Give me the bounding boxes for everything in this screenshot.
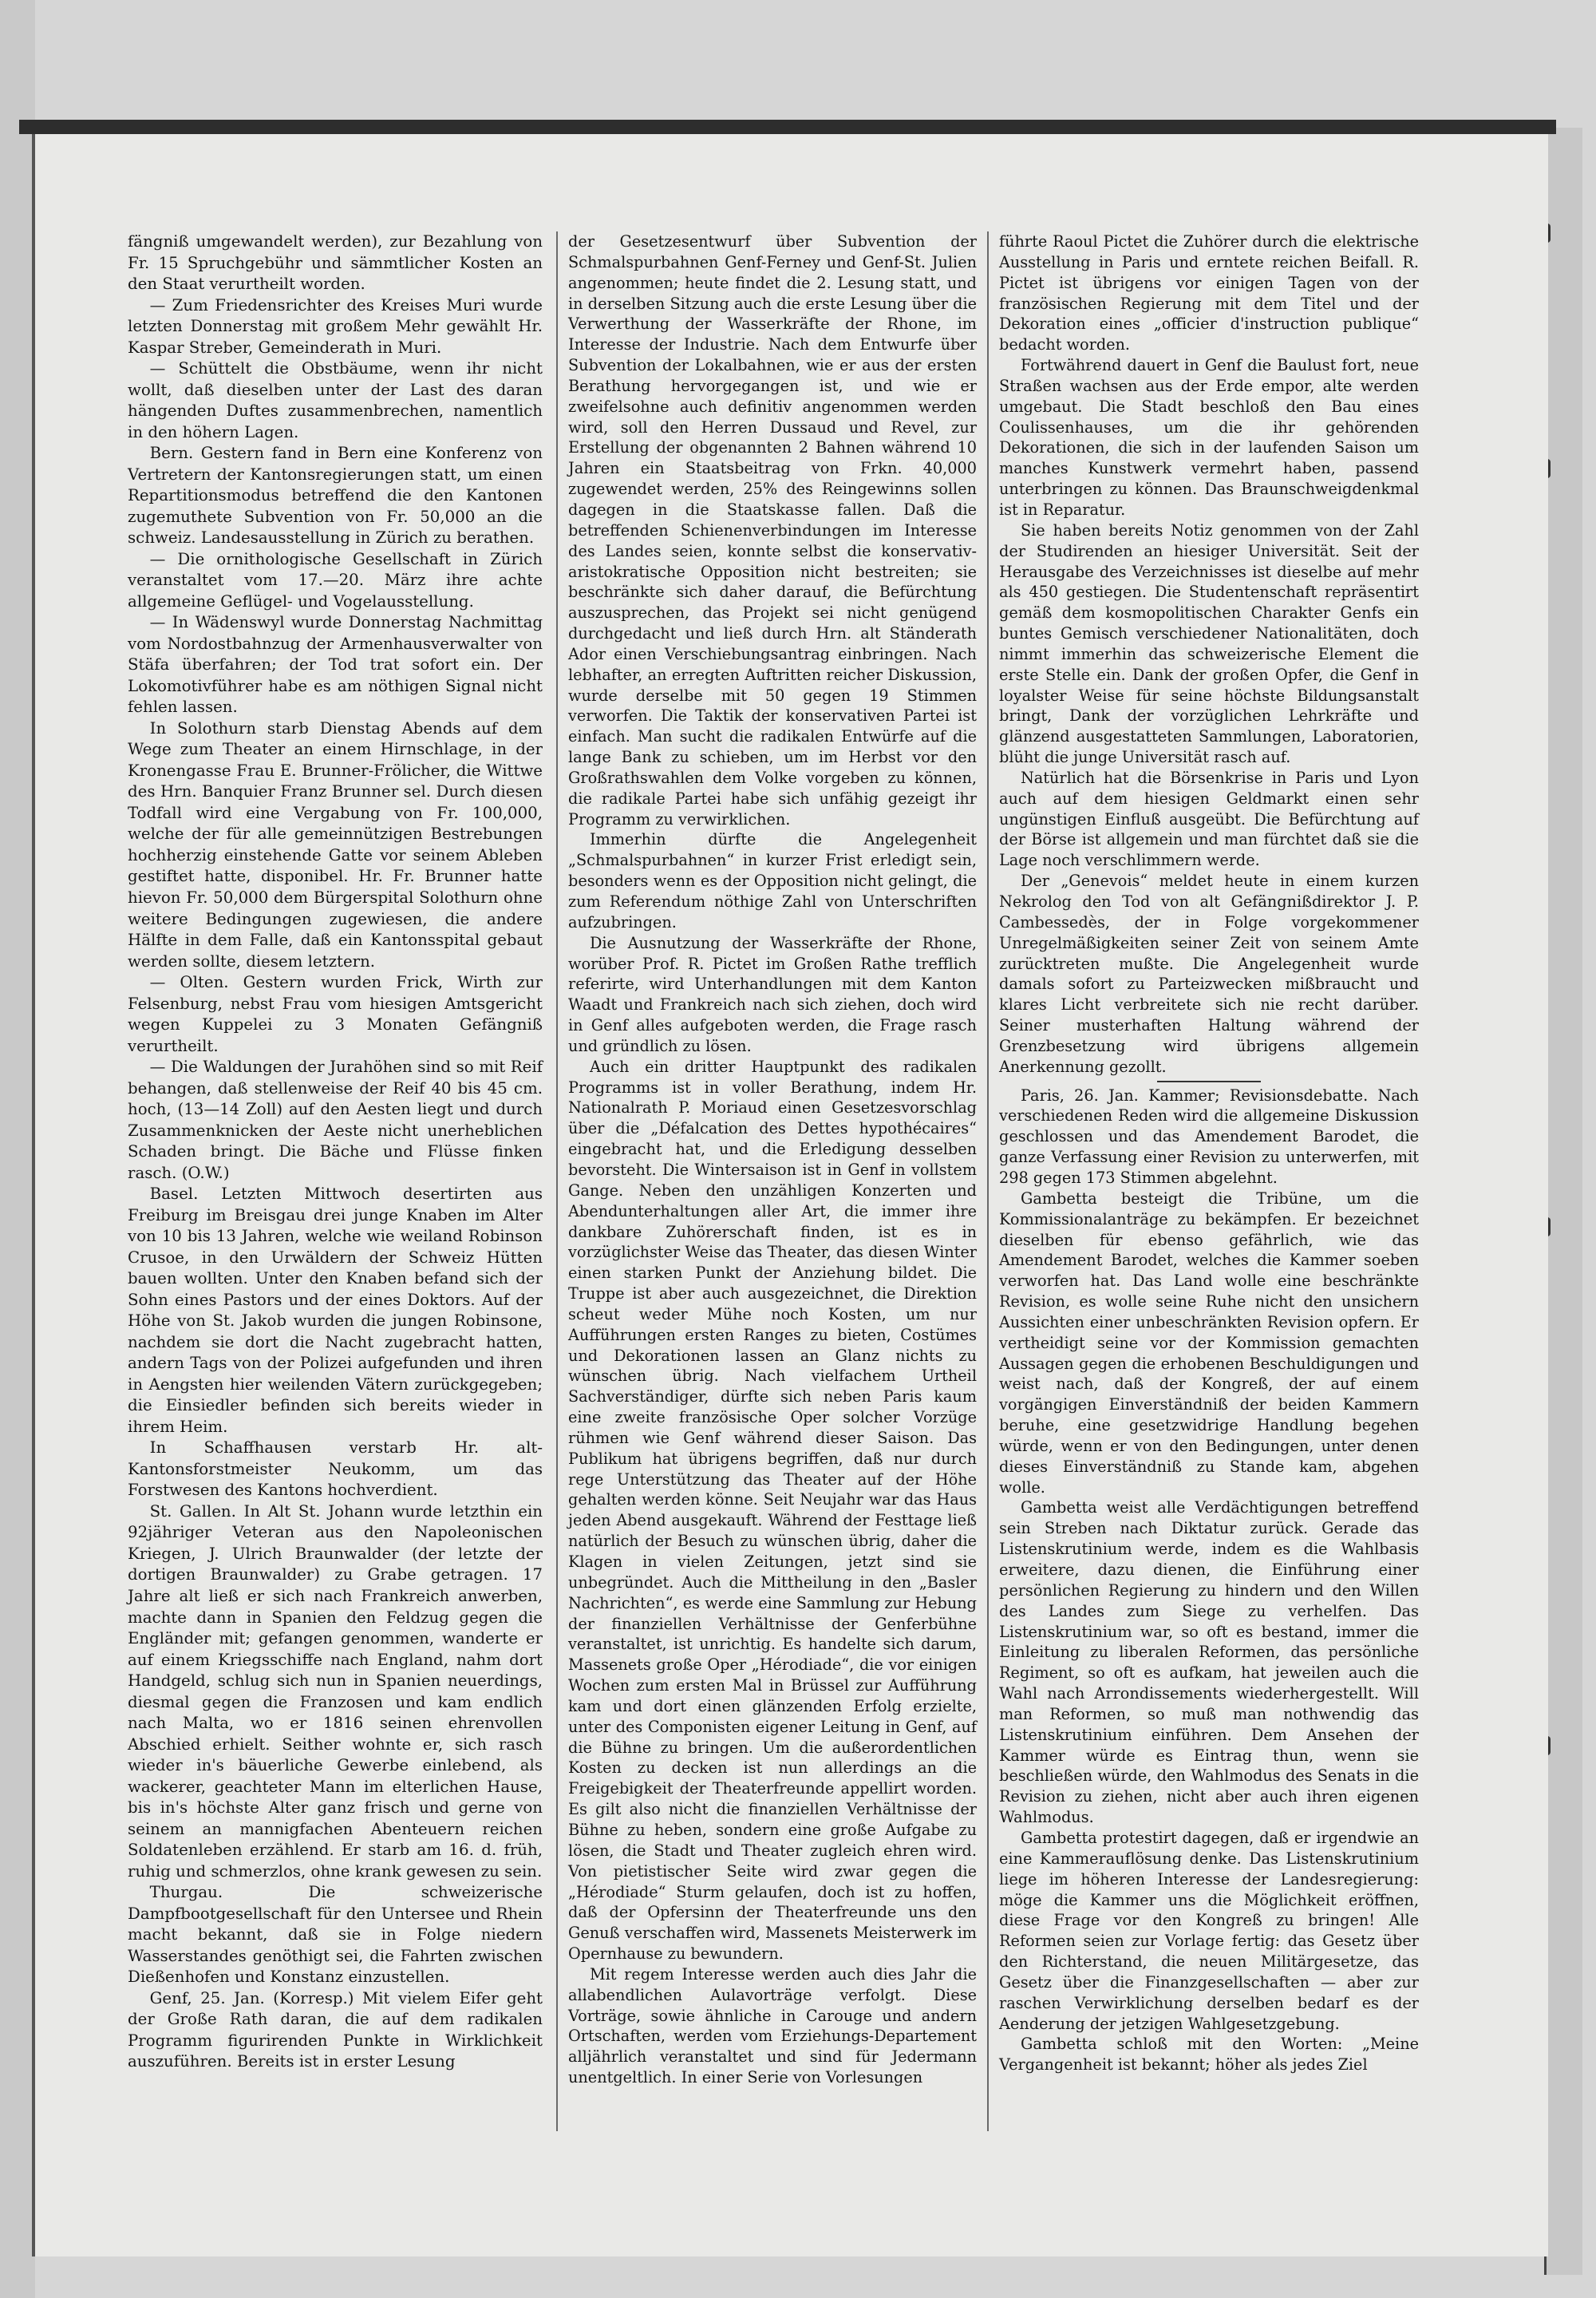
column-2 [568,231,977,2088]
section-divider [1157,1081,1261,1082]
article-paragraph: Basel. Letzten Mittwoch desertirten aus Freiburg im Breisgau drei junge Knaben im Alter von 10 bis 13 Jahren, welche wie weiland Robinson Crusoe, in den Urwäldern der Schweiz Hütten bauen wollten. Unter den Knaben befand sich der Sohn eines Pastors und der eines Doktors. Auf der Höhe von St. Jakob wurden die jungen Robinsone, nachdem sie dort die Nacht zugebracht hatten, andern Tags von der Polizei aufgefunden und ihren in Aengsten hier weilenden Vätern zurückgegeben; die Einsiedler befinden sich bereits wieder in ihrem Heim. [128,1185,543,1436]
scan-border [0,0,35,2298]
article-paragraph: Die Ausnutzung der Wasserkräfte der Rhone, worüber Prof. R. Pictet im Großen Rathe trefflich referirte, wird Unterhandlungen mit dem Kanton Waadt und Frankreich nach sich ziehen, doch wird in Genf alles aufgeboten werden, die Frage rasch und gründlich zu lösen. [568,933,977,1055]
article-paragraph: St. Gallen. In Alt St. Johann wurde letzthin ein 92jähriger Veteran aus den Napoleonischen Kriegen, J. Ulrich Braunwalder (der letzte der dortigen Braunwalder) zu Grabe getragen. 17 Jahre alt ließ er sich nach Frankreich anwerben, machte dann in Spanien den Feldzug gegen die Engländer mit; gefangen genommen, wanderte er auf einem Kriegsschiffe nach England, nahm dort Handgeld, schlug sich nun in Spanien neuerdings, diesmal gegen die Franzosen und kam endlich nach Malta, wo er 1816 seinen ehrenvollen Abschied erhielt. Seither wohnte er, sich rasch wieder in's bäuerliche Gewerbe einlebend, als wackerer, geachteter Mann im elterlichen Hause, bis in's höchste Alter ganz frisch und gerne von seinem an mannigfachen Abenteuern reichen Soldatenleben erzählend. Er starb am 16. d. früh, ruhig und schmerzlos, ohne krank gewesen zu sein. [128,1501,543,1881]
column-rule [556,231,558,2131]
article-paragraph: Thurgau. Die schweizerische Dampfbootgesellschaft für den Untersee und Rhein macht bekannt, daß sie in Folge niedern Wasserstandes genöthigt sei, die Fahrten zwischen Dießenhofen und Konstanz einzustellen. [128,1883,543,1987]
article-paragraph: — Zum Friedensrichter des Kreises Muri wurde letzten Donnerstag mit großem Mehr gewählt Hr. Kaspar Streber, Gemeinderath in Muri. [128,295,543,357]
column-1 [128,231,543,2073]
article-paragraph: In Solothurn starb Dienstag Abends auf dem Wege zum Theater an einem Hirnschlage, in der Kronengasse Frau E. Brunner-Frölicher, die Wittwe des Hrn. Banquier Franz Brunner sel. Durch diesen Todfall wird eine Vergabung von Fr. 100,000, welche der für alle gemeinnützigen Bestrebungen hochherzig einstehende Gatte vor seinem Ableben gestiftet hatte, disponibel. Hr. Fr. Brunner hatte hievon Fr. 50,000 dem Bürgerspital Solothurn ohne weitere Bedingungen zugewiesen, die andere Hälfte in dem Falle, daß ein Kantonsspital gebaut werden sollte, diesem letztern. [128,718,543,971]
column-rule [987,231,989,2131]
article-paragraph: — In Wädenswyl wurde Donnerstag Nachmittag vom Nordostbahnzug der Armenhausverwalter von Stäfa überfahren; der Tod trat sofort ein. Der Lokomotivführer habe es am nöthigen Signal nicht fehlen lassen. [128,613,543,717]
article-paragraph: Sie haben bereits Notiz genommen von der Zahl der Studirenden an hiesiger Universität. Seit der Herausgabe des Verzeichnisses ist dieselbe auf mehr als 450 gestiegen. Die Studentenschaft repräsentirt gemäß dem kosmopolitischen Charakter Genfs ein buntes Gemisch verschiedener Nationalitäten, doch nimmt immerhin das schweizerische Element die erste Stelle ein. Dank der großen Opfer, die Genf in loyalster Weise für seine höchste Bildungsanstalt bringt, Dank der vorzüglichen Lehrkräfte und glänzend ausgestatteten Sammlungen, Laboratorien, blüht die junge Universität rasch auf. [999,520,1419,767]
article-paragraph: — Die ornithologische Gesellschaft in Zürich veranstaltet vom 17.—20. März ihre achte allgemeine Geflügel- und Vogelausstellung. [128,549,543,611]
article-paragraph: Auch ein dritter Hauptpunkt des radikalen Programms ist in voller Berathung, indem Hr. Nationalrath P. Moriaud einen Gesetzesvorschlag über die „Défalcation des Dettes hypothécaires“ eingebracht hat, und die Erledigung desselben bevorsteht. Die Wintersaison ist in Genf in vollstem Gange. Neben den unzähligen Konzerten und Abendunterhaltungen aller Art, die immer ihre dankbare Zuhörerschaft finden, ist es in vorzüglichster Weise das Theater, das diesen Winter einen starken Punkt der Anziehung bildet. Die Truppe ist aber auch ausgezeichnet, die Direktion scheut weder Mühe noch Kosten, um nur Aufführungen ersten Ranges zu bieten, Costümes und Dekorationen lassen an Glanz nichts zu wünschen übrig. Nach vielfachem Urtheil Sachverständiger, dürfte sich neben Paris kaum eine zweite französische Oper solcher Vorzüge rühmen wie Genf während dieser Saison. Das Publikum hat übrigens begriffen, daß nur durch rege Unterstützung das Theater auf der Höhe gehalten werden könne. Seit Neujahr war das Haus jeden Abend ausgekauft. Während der Festtage ließ natürlich der Besuch zu wünschen übrig, daher die Klagen in vielen Zeitungen, jetzt sind sie unbegründet. Auch die Mittheilung in den „Basler Nachrichten“, es werde eine Sammlung zur Hebung der finanziellen Verhältnisse der Genferbühne veranstaltet, ist unrichtig. Es handelte sich darum, Massenets große Oper „Hérodiade“, die vor einigen Wochen zum ersten Mal in Brüssel zur Aufführung kam und dort einen glänzenden Erfolg erzielte, unter des Componisten eigener Leitung in Genf, auf die Bühne zu bringen. Um die außerordentlichen Kosten zu decken ist nun allerdings an die Freigebigkeit der Theaterfreunde appellirt worden. Es gilt also nicht die finanziellen Verhältnisse der Bühne zu heben, sondern eine große Aufgabe zu lösen, die Stadt und Theater zugleich ehren wird. Von pietistischer Seite wird zwar gegen die „Hérodiade“ Sturm gelaufen, doch ist zu hoffen, daß der Opfersinn der Theaterfreunde uns den Genuß verschaffen wird, Massenets Meisterwerk im Opernhause zu bewundern. [568,1057,977,1964]
article-paragraph: — Olten. Gestern wurden Frick, Wirth zur Felsenburg, nebst Frau vom hiesigen Amtsgericht wegen Kuppelei zu 3 Monaten Gefängniß verurtheilt. [128,973,543,1055]
article-paragraph: Gambetta besteigt die Tribüne, um die Kommissionalanträge zu bekämpfen. Er bezeichnet dieselben für ebenso gefährlich, wie das Amendement Barodet, welches die Kammer soeben verworfen hat. Das Land wolle eine beschränkte Revision, es wolle seine Ruhe nicht den unsichern Aussichten einer unbeschränkten Revision opfern. Er vertheidigt seine vor der Kommission gemachten Aussagen gegen die erhobenen Beschuldigungen und weist nach, daß der Kongreß, der auf einem vorgängigen Einverständniß der beiden Kammern beruhe, eine gesetzwidrige Handlung begehen würde, wenn er von den Bedingungen, unter denen dieses Einverständniß zu Stande kam, abgehen wolle. [999,1189,1419,1497]
article-paragraph: Gambetta schloß mit den Worten: „Meine Vergangenheit ist bekannt; höher als jedes Ziel [999,2035,1419,2075]
article-paragraph: Bern. Gestern fand in Bern eine Konferenz von Vertretern der Kantonsregierungen statt, um einen Repartitionsmodus betreffend die den Kantonen zugemuthete Subvention von Fr. 50,000 an die schweiz. Landesausstellung in Zürich zu berathen. [128,444,543,548]
column-3 [999,231,1419,2075]
article-paragraph: Natürlich hat die Börsenkrise in Paris und Lyon auch auf dem hiesigen Geldmarkt einen sehr ungünstigen Einfluß ausgeübt. Die Befürchtung auf der Börse ist allgemein und man fürchtet daß sie die Lage noch verschlimmern werde. [999,768,1419,870]
article-paragraph: Immerhin dürfte die Angelegenheit „Schmalspurbahnen“ in kurzer Frist erledigt sein, besonders wenn es der Opposition nicht gelingt, die zum Referendum nöthige Zahl von Unterschriften aufzubringen. [568,830,977,931]
article-paragraph: führte Raoul Pictet die Zuhörer durch die elektrische Ausstellung in Paris und erntete reichen Beifall. R. Pictet ist übrigens vor einigen Tagen von der französischen Regierung mit dem Titel und der Dekoration eines „officier d'instruction publique“ bedacht worden. [999,232,1419,354]
article-paragraph: fängniß umgewandelt werden), zur Bezahlung von Fr. 15 Spruchgebühr und sämmtlicher Kosten an den Staat verurtheilt worden. [128,232,543,294]
article-paragraph: Der „Genevois“ meldet heute in einem kurzen Nekrolog den Tod von alt Gefängnißdirektor J. P. Cambessedès, der in Folge vorgekommener Unregelmäßigkeiten seiner Zeit von seinem Amte zurücktreten mußte. Die Angelegenheit wurde damals sofort zu Parteizwecken mißbraucht und klares Licht verbreitete sich nie recht darüber. Seiner musterhaften Haltung während der Grenzbesetzung wird übrigens allgemein Anerkennung gezollt. [999,872,1419,1076]
article-paragraph: Paris, 26. Jan. Kammer; Revisionsdebatte. Nach verschiedenen Reden wird die allgemeine Diskussion geschlossen und das Amendement Barodet, die ganze Verfassung einer Revision zu unterwerfen, mit 298 gegen 173 Stimmen abgelehnt. [999,1086,1419,1187]
article-paragraph: der Gesetzesentwurf über Subvention der Schmalspurbahnen Genf-Ferney und Genf-St. Julien angenommen; heute findet die 2. Lesung statt, und in derselben Sitzung auch die erste Lesung über die Verwerthung der Wasserkräfte der Rhone, im Interesse der Industrie. Nach dem Entwurfe über Subvention der Lokalbahnen, wie er aus der ersten Berathung hervorgegangen ist, und wie er zweifelsohne auch definitiv angenommen werden wird, soll den Herren Dussaud und Revel, zur Erstellung der obgenannten 2 Bahnen während 10 Jahren ein Staatsbeitrag von Frkn. 40,000 zugewendet werden, 25% des Reingewinns sollen dagegen in die Staatskasse fallen. Daß die betreffenden Schienenverbindungen im Interesse des Landes seien, konnte selbst die konservativ-aristokratische Opposition nicht bestreiten; sie beschränkte sich daher darauf, die Befürchtung auszusprechen, das Projekt sei nicht genügend durchgedacht und ließ durch Hrn. alt Ständerath Ador einen Verschiebungsantrag einbringen. Nach lebhafter, an erregten Auftritten reicher Diskussion, wurde derselbe mit 50 gegen 19 Stimmen verworfen. Die Taktik der konservativen Partei ist einfach. Man sucht die radikalen Entwürfe auf die lange Bank zu schieben, um im Herbst vor den Großrathswahlen dem Volke vorgeben zu können, die radikale Partei habe sich unfähig gezeigt ihr Programm zu verwirklichen. [568,232,977,829]
article-paragraph: Gambetta protestirt dagegen, daß er irgendwie an eine Kammerauflösung denke. Das Listenskrutinium liege im höheren Interesse der Landesregierung: möge die Kammer uns die Möglichkeit eröffnen, diese Frage vor den Kongreß zu bringen! Alle Reformen seien zur Vorlage fertig: das Gesetz über den Richterstand, die neuen Militärgesetze, das Gesetz über die Finanzgesellschaften — aber zur raschen Verwirklichung derselben bedarf es der Aenderung der jetzigen Wahlgesetzgebung. [999,1828,1419,2033]
article-paragraph: Mit regem Interesse werden auch dies Jahr die allabendlichen Aulavorträge verfolgt. Diese Vorträge, sowie ähnliche in Carouge und andern Ortschaften, werden vom Erziehungs-Departement alljährlich veranstaltet und sind für Jedermann unentgeltlich. In einer Serie von Vorlesungen [568,1964,977,2087]
article-paragraph: — Die Waldungen der Jurahöhen sind so mit Reif behangen, daß stellenweise der Reif 40 bis 45 cm. hoch, (13—14 Zoll) auf den Aesten liegt und durch Zusammenknicken der Aeste nicht unerheblichen Schaden bringt. Die Bäche und Flüsse finken rasch. (O.W.) [128,1058,543,1182]
article-paragraph: Gambetta weist alle Verdächtigungen betreffend sein Streben nach Diktatur zurück. Gerade das Listenskrutinium werde, indem es die Wahlbasis erweitere, dazu dienen, die Einführung einer persönlichen Regierung zu hindern und den Willen des Landes zum Siege zu verhelfen. Das Listenskrutinium war, so oft es bestand, immer die Einleitung zu liberalen Reformen, das persönliche Regiment, so oft es aufkam, hat jeweilen auch die Wahl nach Arrondissements wiederhergestellt. Will man Reformen, so muß man nothwendig das Listenskrutinium einführen. Dem Ansehen der Kammer würde es Eintrag thun, wenn sie beschließen würde, den Wahlmodus des Senats in die Revision zu ziehen, nicht aber auch ihren eigenen Wahlmodus. [999,1498,1419,1827]
article-paragraph: In Schaffhausen verstarb Hr. alt-Kantonsforstmeister Neukomm, um das Forstwesen des Kantons hochverdient. [128,1438,543,1500]
binding-edge [1544,128,1582,2275]
article-paragraph: — Schüttelt die Obstbäume, wenn ihr nicht wollt, daß dieselben unter der Last des daran hängenden Duftes zusammenbrechen, namentlich in den höhern Lagen. [128,359,543,441]
article-paragraph: Genf, 25. Jan. (Korresp.) Mit vielem Eifer geht der Große Rath daran, die auf dem radikalen Programm figurirenden Punkte in Wirklichkeit auszuführen. Bereits ist in erster Lesung [128,1988,543,2071]
article-paragraph: Fortwährend dauert in Genf die Baulust fort, neue Straßen wachsen aus der Erde empor, alte werden umgebaut. Die Stadt beschloß den Bau eines Coulissenhauses, um die ihr gehörenden Dekorationen, die sich in der laufenden Saison um manches Kunstwerk vermehrt haben, passend unterbringen zu können. Das Braunschweigdenkmal ist in Reparatur. [999,356,1419,519]
scan-shadow [19,120,1556,134]
